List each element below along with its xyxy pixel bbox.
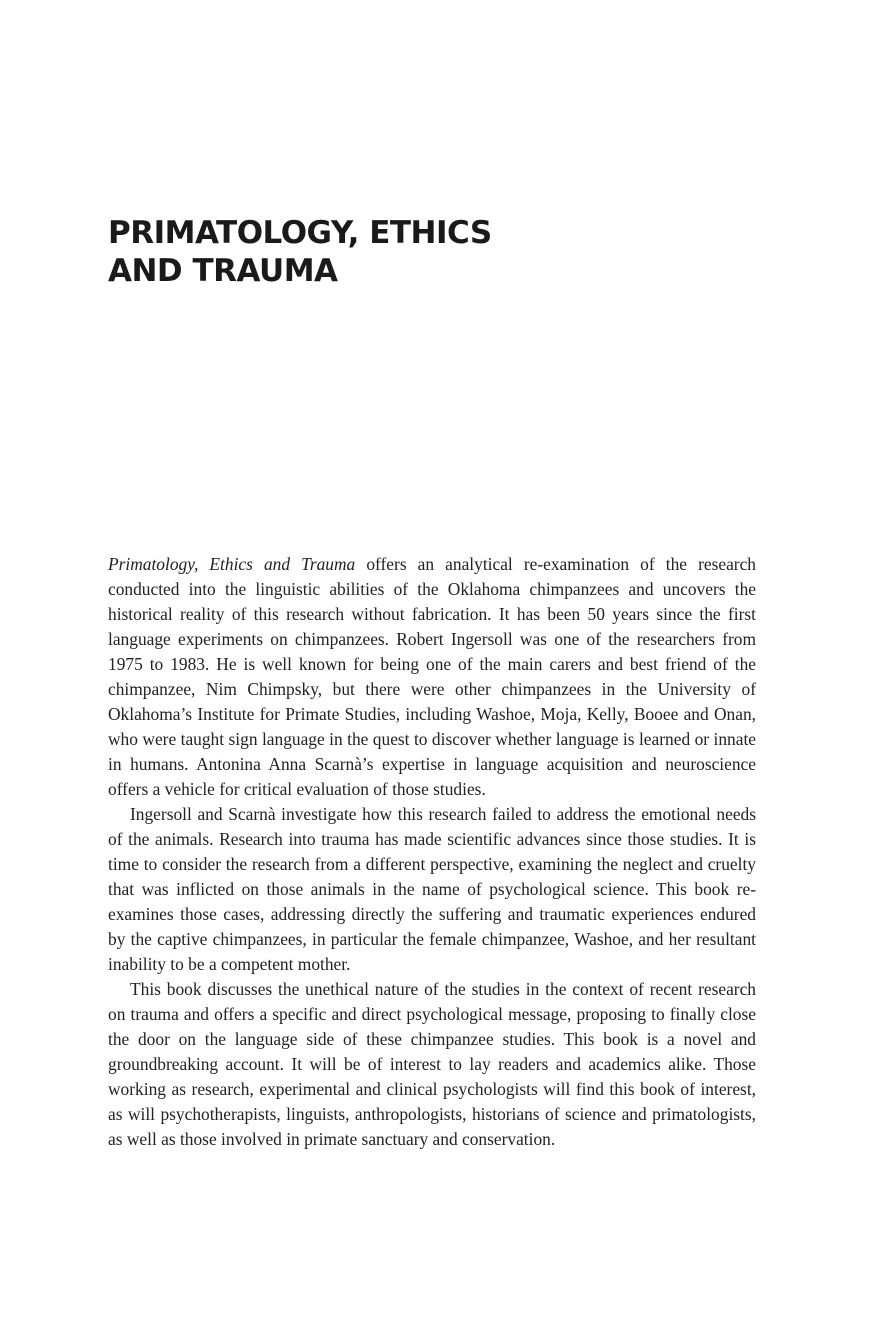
paragraph-3: This book discusses the unethical nature of the studies in the context of recent research on trauma and offers a specific and direct psychological message, proposing to finally close the door on the language side of these chimpanzee studies. This book is a novel and groundbreaking account. It will be of interest to lay readers and academics alike. Those working as research, experimental and clinical psychologists will find this book of interest, as will psychotherapists, linguists, anthropologists, historians of science and primatologists, as well as those involved in primate sanctuary and conservation. [108, 979, 756, 1149]
title-line-2: AND TRAUMA [108, 253, 338, 289]
paragraph-1-text: offers an analytical re-examination of the research conducted into the linguistic abilities of the Oklahoma chimpanzees and uncovers the historical reality of this research without fabrication. It has been 50 years since the first language experiments on chimpanzees. Robert Ingersoll was one of the researchers from 1975 to 1983. He is well known for being one of the main carers and best friend of the chimpanzee, Nim Chimpsky, but there were other chimpanzees in the University of Oklahoma’s Institute for Primate Studies, including Washoe, Moja, Kelly, Booee and Onan, who were taught sign language in the quest to discover whether language is learned or innate in humans. Antonina Anna Scarnà’s expertise in language acquisition and neuroscience offers a vehicle for critical evaluation of those studies. [108, 554, 756, 799]
title-line-1: PRIMATOLOGY, ETHICS [108, 215, 492, 251]
book-description [108, 552, 756, 1152]
book-title-italic: Primatology, Ethics and Trauma [108, 554, 356, 574]
page-title [108, 214, 788, 290]
paragraph-1 [108, 552, 756, 802]
paragraph-2: Ingersoll and Scarnà investigate how this research failed to address the emotional needs of the animals. Research into trauma has made scientific advances since those studies. It is time to consider the research from a different perspective, examining the neglect and cruelty that was inflicted on those animals in the name of psychological science. This book re-examines those cases, addressing directly the suffering and traumatic experiences endured by the captive chimpanzees, in particular the female chimpanzee, Washoe, and her resultant inability to be a competent mother. [108, 804, 756, 974]
